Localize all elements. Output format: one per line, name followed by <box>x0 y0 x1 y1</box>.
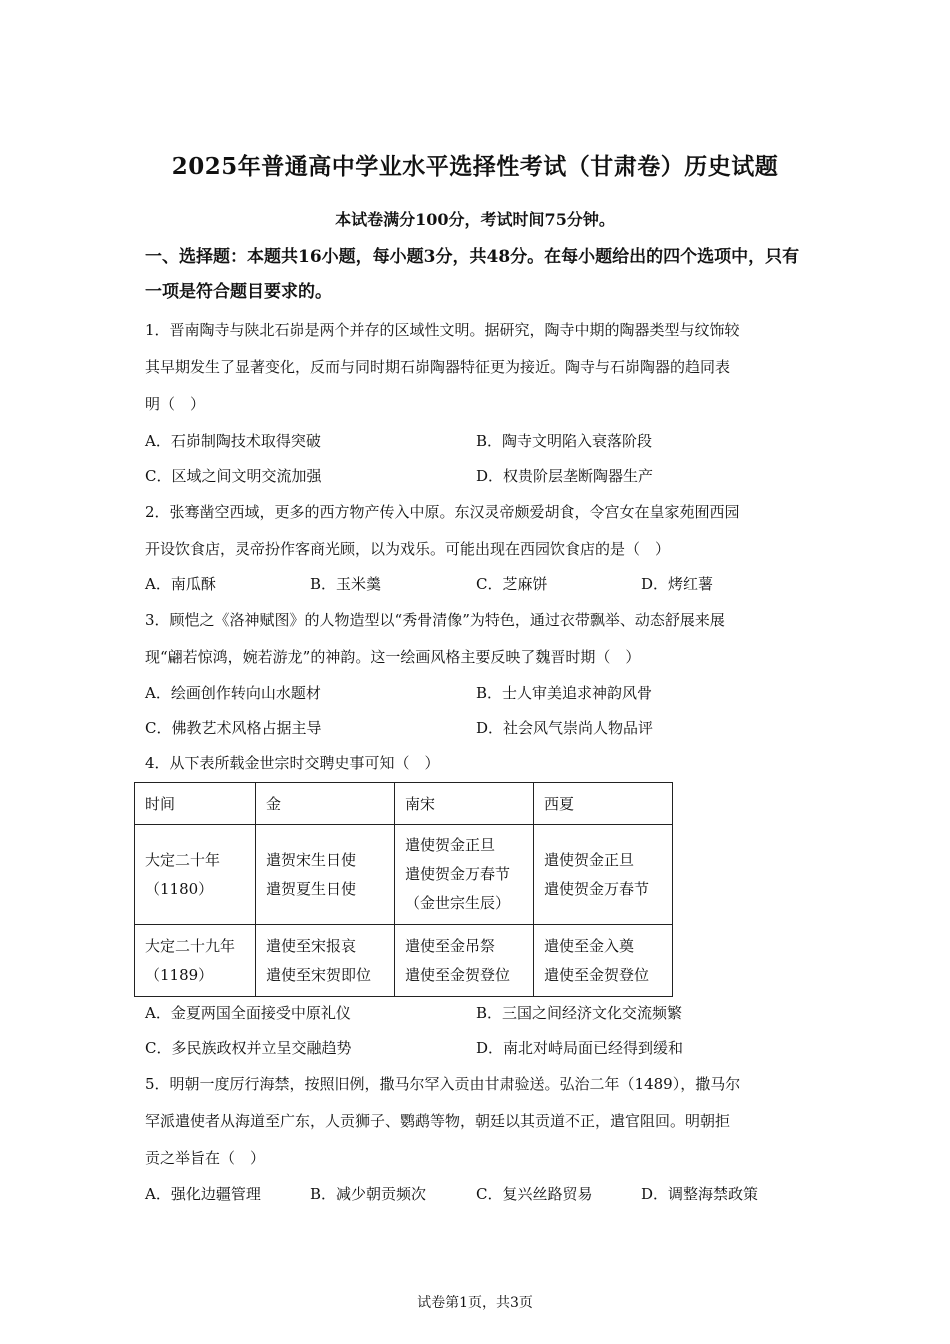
q3-option-a: A．绘画创作转向山水题材 <box>145 684 321 702</box>
q5-option-d: D．调整海禁政策 <box>641 1185 759 1203</box>
q5-line: 罕派遣使者从海道至广东，人贡狮子、鹦鹉等物，朝廷以其贡道不正，遣官阻回。明朝拒 <box>145 1112 731 1130</box>
q5-option-b: B．减少朝贡频次 <box>310 1185 427 1203</box>
table-header-cell: 南宋 <box>395 783 534 825</box>
q2-line: 开设饮食店，灵帝扮作客商光顾，以为戏乐。可能出现在西园饮食店的是（ ） <box>145 540 671 558</box>
cell-text: 遣使至金贺登位 <box>544 965 650 984</box>
q2-line: 2．张骞凿空西域，更多的西方物产传入中原。东汉灵帝颇爱胡食，令宫女在皇家苑囿西园 <box>145 503 740 521</box>
table-cell <box>256 825 395 925</box>
cell-text: 遣使至宋报哀 <box>266 936 357 955</box>
cell-text: 遣使贺金正旦 <box>405 836 496 854</box>
exam-subtitle: 本试卷满分100分，考试时间75分钟。 <box>335 210 615 229</box>
cell-text: 遣贺夏生日使 <box>266 879 357 898</box>
table-cell <box>534 825 673 925</box>
table-cell <box>256 925 395 997</box>
q1-line: 明（ ） <box>145 395 206 413</box>
table-row <box>135 925 673 997</box>
q1-line: 1．晋南陶寺与陕北石峁是两个并存的区域性文明。据研究，陶寺中期的陶器类型与纹饰较 <box>145 321 740 339</box>
cell-text: 大定二十九年 <box>145 936 236 955</box>
q4-option-b: B．三国之间经济文化交流频繁 <box>476 1004 683 1022</box>
cell-text: 遣使贺金万春节 <box>405 865 511 883</box>
cell-text: 遣使至宋贺即位 <box>266 965 372 984</box>
table-header-cell: 时间 <box>135 783 256 825</box>
q1-option-b: B．陶寺文明陷入衰落阶段 <box>476 432 653 450</box>
table-header-cell: 金 <box>256 783 395 825</box>
q5-option-c: C．复兴丝路贸易 <box>476 1185 593 1203</box>
table-cell <box>395 825 534 925</box>
q5-line: 5．明朝一度厉行海禁，按照旧例，撒马尔罕入贡由甘肃验送。弘治二年（1489），撒马尔 <box>145 1075 741 1093</box>
q3-option-b: B．士人审美追求神韵风骨 <box>476 684 653 702</box>
page-footer: 试卷第1页，共3页 <box>417 1295 533 1311</box>
q1-line: 其早期发生了显著变化，反而与同时期石峁陶器特征更为接近。陶寺与石峁陶器的趋同表 <box>145 358 731 376</box>
table-cell <box>395 925 534 997</box>
cell-text: 遣使至金吊祭 <box>405 936 496 955</box>
q2-option-a: A．南瓜酥 <box>145 575 216 593</box>
q4-option-d: D．南北对峙局面已经得到缓和 <box>476 1039 684 1057</box>
table-header-cell: 西夏 <box>534 783 673 825</box>
cell-text: 遣使至金贺登位 <box>405 965 511 984</box>
cell-text: 大定二十年 <box>145 850 221 869</box>
q4-option-c: C．多民族政权并立呈交融趋势 <box>145 1039 352 1057</box>
cell-text: 遣使贺金正旦 <box>544 850 635 869</box>
cell-text: 遣贺宋生日使 <box>266 850 357 869</box>
q1-option-c: C．区域之间文明交流加强 <box>145 467 322 485</box>
cell-text: 遣使贺金万春节 <box>544 879 650 898</box>
q1-option-a: A．石峁制陶技术取得突破 <box>145 432 321 450</box>
q3-option-d: D．社会风气崇尚人物品评 <box>476 719 654 737</box>
diplomacy-table <box>134 782 673 997</box>
q5-line: 贡之举旨在（ ） <box>145 1149 266 1167</box>
section-heading: 一、选择题：本题共16小题，每小题3分，共48分。在每小题给出的四个选项中，只有一项是符合题目要求的。 <box>145 247 800 302</box>
q3-line: 现“翩若惊鸿，婉若游龙”的神韵。这一绘画风格主要反映了魏晋时期（ ） <box>145 648 641 666</box>
q1-option-d: D．权贵阶层垄断陶器生产 <box>476 467 654 485</box>
q2-option-b: B．玉米羹 <box>310 575 382 593</box>
q3-line: 3．顾恺之《洛神赋图》的人物造型以“秀骨清像”为特色，通过衣带飘举、动态舒展来展 <box>145 611 725 629</box>
cell-text: （1180） <box>145 879 214 898</box>
q2-option-d: D．烤红薯 <box>641 575 714 593</box>
cell-text: （1189） <box>145 965 214 984</box>
q5-option-a: A．强化边疆管理 <box>145 1185 261 1203</box>
table-row <box>135 825 673 925</box>
exam-title: 2025年普通高中学业水平选择性考试（甘肃卷）历史试题 <box>171 153 779 180</box>
table-cell <box>135 825 256 925</box>
q3-option-c: C．佛教艺术风格占据主导 <box>145 719 322 737</box>
cell-text: 遣使至金入奠 <box>544 936 635 955</box>
q4-option-a: A．金夏两国全面接受中原礼仪 <box>145 1004 351 1022</box>
table-cell <box>135 925 256 997</box>
table-header-row <box>135 783 673 825</box>
q4-line: 4．从下表所载金世宗时交聘史事可知（ ） <box>145 754 440 772</box>
cell-text: （金世宗生辰） <box>405 894 511 912</box>
table-cell <box>534 925 673 997</box>
q2-option-c: C．芝麻饼 <box>476 575 548 593</box>
